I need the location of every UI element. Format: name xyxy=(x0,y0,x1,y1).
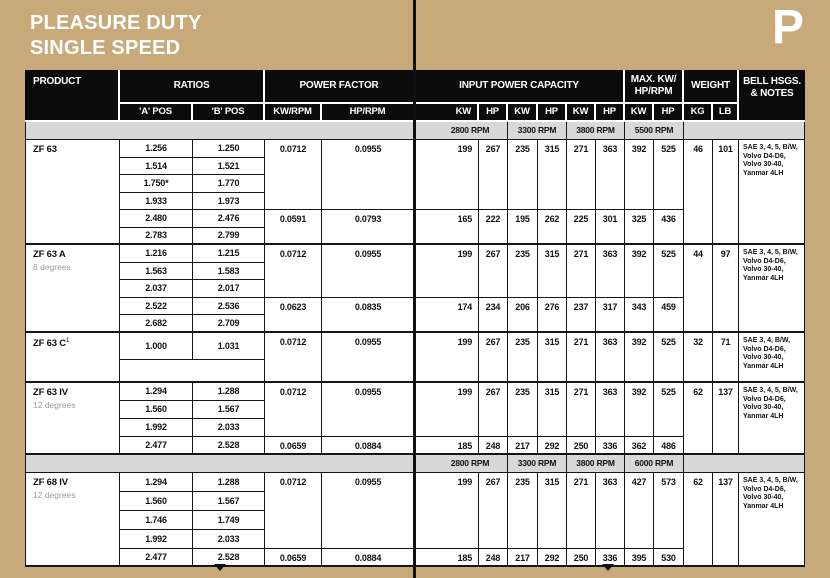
capacity-kw-cell: 225 xyxy=(567,210,596,245)
capacity-kw-cell: 174 xyxy=(415,298,479,333)
capacity-hp-cell: 363 xyxy=(596,333,625,383)
capacity-kw-cell: 250 xyxy=(567,549,596,567)
header-weight: WEIGHT xyxy=(684,70,737,102)
capacity-hp-cell: 292 xyxy=(538,437,567,455)
ratio-b-cell: 2.528 xyxy=(193,437,265,455)
ratio-a-cell: 1.746 xyxy=(120,511,193,530)
max-hp-cell: 573 xyxy=(654,473,684,549)
bell-hsgs-notes-cell xyxy=(739,333,805,383)
ratio-a-cell: 1.750* xyxy=(120,175,193,193)
capacity-kw-cell: 217 xyxy=(508,549,538,567)
capacity-hp-cell: 363 xyxy=(596,473,625,549)
power-factor-hp-cell: 0.0955 xyxy=(322,383,415,437)
ratio-a-cell: 1.256 xyxy=(120,140,193,158)
rpm-band-label: 3800 RPM xyxy=(567,455,625,473)
weight-kg-cell: 62 xyxy=(684,473,713,567)
notes-line: Yanmar 4LH xyxy=(743,169,784,177)
capacity-hp-cell: 267 xyxy=(479,245,508,298)
ratio-b-cell: 1.521 xyxy=(193,158,265,175)
capacity-kw-cell: 199 xyxy=(415,473,479,549)
ratio-a-cell: 2.477 xyxy=(120,549,193,567)
ratio-spacer-cell xyxy=(120,360,265,383)
subheader-hp: HP xyxy=(654,104,682,120)
notes-line: Yanmar 4LH xyxy=(743,502,784,510)
capacity-hp-cell: 317 xyxy=(596,298,625,333)
page-title xyxy=(30,11,202,61)
capacity-hp-cell: 315 xyxy=(538,473,567,549)
subheader-kw: KW xyxy=(415,104,477,120)
product-cell xyxy=(25,140,120,245)
capacity-hp-cell: 336 xyxy=(596,549,625,567)
ratio-b-cell: 2.536 xyxy=(193,298,265,315)
rpm-band-empty-left xyxy=(25,455,415,473)
product-name-text: ZF 63 C xyxy=(33,338,66,350)
capacity-kw-cell: 235 xyxy=(508,245,538,298)
header-bell-hsgs-notes xyxy=(739,70,805,120)
ratio-b-cell: 1.973 xyxy=(193,193,265,210)
down-triangle-marker-icon xyxy=(214,564,226,571)
ratio-b-cell: 1.749 xyxy=(193,511,265,530)
ratio-b-cell: 1.215 xyxy=(193,245,265,263)
product-name-text: ZF 68 IV xyxy=(33,477,68,488)
max-kw-cell: 395 xyxy=(625,549,654,567)
section-letter-badge: P xyxy=(772,1,805,54)
power-factor-hp-cell: 0.0955 xyxy=(322,245,415,298)
rpm-band-label: 5500 RPM xyxy=(625,122,684,140)
ratio-b-cell: 2.528 xyxy=(193,549,265,567)
ratio-a-cell: 1.992 xyxy=(120,419,193,437)
subheader-kw: KW xyxy=(508,104,536,120)
rpm-band-label: 3300 RPM xyxy=(508,455,567,473)
rpm-band-empty-left xyxy=(25,122,415,140)
max-kw-cell: 427 xyxy=(625,473,654,549)
ratio-a-cell: 1.294 xyxy=(120,473,193,492)
power-factor-kw-cell: 0.0659 xyxy=(265,437,322,455)
capacity-hp-cell: 234 xyxy=(479,298,508,333)
weight-kg-cell: 46 xyxy=(684,140,713,245)
header-power-factor: POWER FACTOR xyxy=(265,70,413,102)
capacity-kw-cell: 250 xyxy=(567,437,596,455)
weight-lb-cell: 137 xyxy=(713,473,739,567)
product-name-text: ZF 63 A xyxy=(33,249,66,260)
power-factor-hp-cell: 0.0793 xyxy=(322,210,415,245)
ratio-b-cell: 2.017 xyxy=(193,280,265,298)
capacity-hp-cell: 363 xyxy=(596,245,625,298)
ratio-b-cell: 1.583 xyxy=(193,263,265,280)
power-factor-kw-cell: 0.0712 xyxy=(265,333,322,383)
bell-hsgs-notes-cell xyxy=(739,140,805,245)
weight-lb-cell: 101 xyxy=(713,140,739,245)
bell-hsgs-notes-cell xyxy=(739,383,805,455)
ratio-a-cell: 1.560 xyxy=(120,401,193,419)
max-kw-cell: 362 xyxy=(625,437,654,455)
product-cell xyxy=(25,473,120,567)
capacity-kw-cell: 217 xyxy=(508,437,538,455)
rpm-band-label: 3300 RPM xyxy=(508,122,567,140)
notes-line: Volvo 30-40, xyxy=(743,354,784,362)
subheader-kw: KW xyxy=(625,104,652,120)
ratio-a-cell: 1.992 xyxy=(120,530,193,549)
capacity-hp-cell: 262 xyxy=(538,210,567,245)
power-factor-hp-cell: 0.0955 xyxy=(322,473,415,549)
capacity-kw-cell: 271 xyxy=(567,333,596,383)
rpm-band-label: 6000 RPM xyxy=(625,455,684,473)
capacity-kw-cell: 199 xyxy=(415,245,479,298)
ratio-b-cell: 1.250 xyxy=(193,140,265,158)
product-name xyxy=(33,338,69,349)
capacity-kw-cell: 199 xyxy=(415,140,479,210)
power-factor-hp-cell: 0.0955 xyxy=(322,140,415,210)
weight-kg-cell: 44 xyxy=(684,245,713,333)
capacity-hp-cell: 222 xyxy=(479,210,508,245)
capacity-kw-cell: 237 xyxy=(567,298,596,333)
weight-lb-cell: 137 xyxy=(713,383,739,455)
notes-line: Volvo D4-D6, xyxy=(743,152,786,160)
notes-line: Volvo D4-D6, xyxy=(743,345,786,353)
max-hp-cell: 525 xyxy=(654,383,684,437)
rpm-band-empty-right xyxy=(684,455,805,473)
notes-line: Yanmar 4LH xyxy=(743,274,784,282)
max-kw-cell: 392 xyxy=(625,383,654,437)
capacity-hp-cell: 267 xyxy=(479,140,508,210)
header-input-power-capacity: INPUT POWER CAPACITY xyxy=(415,70,623,102)
subheader-kg: KG xyxy=(684,104,711,120)
power-factor-hp-cell: 0.0884 xyxy=(322,437,415,455)
ratio-a-cell: 1.216 xyxy=(120,245,193,263)
subheader-a-pos: 'A' POS xyxy=(120,104,191,120)
power-factor-kw-cell: 0.0712 xyxy=(265,383,322,437)
capacity-hp-cell: 315 xyxy=(538,333,567,383)
power-factor-hp-cell: 0.0884 xyxy=(322,549,415,567)
capacity-hp-cell: 267 xyxy=(479,333,508,383)
capacity-hp-cell: 248 xyxy=(479,437,508,455)
down-triangle-marker-icon xyxy=(602,564,614,571)
capacity-kw-cell: 271 xyxy=(567,140,596,210)
notes-line: Volvo 30-40, xyxy=(743,494,784,502)
capacity-kw-cell: 271 xyxy=(567,383,596,437)
ratio-b-cell: 2.033 xyxy=(193,419,265,437)
header-bell-line1: BELL HSGS. xyxy=(743,76,801,87)
ratio-a-cell: 2.783 xyxy=(120,228,193,245)
ratio-a-cell: 1.294 xyxy=(120,383,193,401)
header-ratios: RATIOS xyxy=(120,70,263,102)
capacity-kw-cell: 199 xyxy=(415,383,479,437)
capacity-kw-cell: 235 xyxy=(508,140,538,210)
ratio-a-cell: 1.560 xyxy=(120,492,193,511)
product-degrees: 12 degrees xyxy=(33,489,76,500)
notes-line: Volvo D4-D6, xyxy=(743,485,786,493)
weight-kg-cell: 62 xyxy=(684,383,713,455)
max-kw-cell: 325 xyxy=(625,210,654,245)
ratio-a-cell: 2.522 xyxy=(120,298,193,315)
weight-lb-cell: 71 xyxy=(713,333,739,383)
max-hp-cell: 525 xyxy=(654,245,684,298)
product-name xyxy=(33,388,68,398)
max-kw-cell: 392 xyxy=(625,140,654,210)
power-factor-kw-cell: 0.0659 xyxy=(265,549,322,567)
ratio-b-cell: 2.709 xyxy=(193,315,265,333)
power-factor-kw-cell: 0.0591 xyxy=(265,210,322,245)
power-factor-kw-cell: 0.0712 xyxy=(265,245,322,298)
power-factor-kw-cell: 0.0712 xyxy=(265,473,322,549)
ratio-a-cell: 2.682 xyxy=(120,315,193,333)
ratio-a-cell: 2.480 xyxy=(120,210,193,228)
max-hp-cell: 486 xyxy=(654,437,684,455)
capacity-kw-cell: 271 xyxy=(567,245,596,298)
ratio-b-cell: 1.288 xyxy=(193,383,265,401)
header-product: PRODUCT xyxy=(25,70,118,120)
max-hp-cell: 525 xyxy=(654,140,684,210)
capacity-kw-cell: 195 xyxy=(508,210,538,245)
subheader-kw: KW xyxy=(567,104,594,120)
page-title-line1: PLEASURE DUTY xyxy=(30,12,202,34)
notes-line: SAE 3, 4, 5, B/W, xyxy=(743,387,798,394)
product-degrees: 8 degrees xyxy=(33,261,71,272)
bell-hsgs-notes-cell xyxy=(739,473,805,567)
header-max-kw-hp-rpm xyxy=(625,70,682,102)
notes-line: Volvo 30-40, xyxy=(743,404,784,412)
capacity-kw-cell: 235 xyxy=(508,333,538,383)
notes-line: Volvo 30-40, xyxy=(743,266,784,274)
notes-line: Yanmar 4LH xyxy=(743,412,784,420)
product-superscript: 1 xyxy=(65,337,70,344)
max-kw-cell: 343 xyxy=(625,298,654,333)
product-degrees: 12 degrees xyxy=(33,399,76,410)
rpm-band-label: 2800 RPM xyxy=(415,122,508,140)
capacity-hp-cell: 363 xyxy=(596,140,625,210)
max-kw-cell: 392 xyxy=(625,245,654,298)
capacity-kw-cell: 199 xyxy=(415,333,479,383)
ratio-b-cell: 1.288 xyxy=(193,473,265,492)
ratio-b-cell: 1.031 xyxy=(193,333,265,360)
capacity-hp-cell: 267 xyxy=(479,383,508,437)
notes-line: SAE 3, 4, 5, B/W, xyxy=(743,144,798,151)
capacity-hp-cell: 315 xyxy=(538,383,567,437)
ratio-a-cell: 1.563 xyxy=(120,263,193,280)
capacity-hp-cell: 248 xyxy=(479,549,508,567)
product-name-text: ZF 63 IV xyxy=(33,387,68,398)
vertical-divider-line xyxy=(413,0,416,578)
subheader-kw-rpm: KW/RPM xyxy=(265,104,320,120)
weight-kg-cell: 32 xyxy=(684,333,713,383)
max-kw-cell: 392 xyxy=(625,333,654,383)
product-name xyxy=(33,250,66,260)
capacity-kw-cell: 165 xyxy=(415,210,479,245)
max-hp-cell: 459 xyxy=(654,298,684,333)
capacity-hp-cell: 301 xyxy=(596,210,625,245)
capacity-hp-cell: 315 xyxy=(538,245,567,298)
notes-line: SAE 3, 4, 5, B/W, xyxy=(743,249,798,256)
capacity-kw-cell: 235 xyxy=(508,383,538,437)
ratio-b-cell: 2.033 xyxy=(193,530,265,549)
header-max-line2: HP/RPM xyxy=(634,86,673,97)
capacity-hp-cell: 292 xyxy=(538,549,567,567)
capacity-kw-cell: 206 xyxy=(508,298,538,333)
notes-line: SAE 3, 4, B/W, xyxy=(743,337,791,344)
capacity-kw-cell: 235 xyxy=(508,473,538,549)
ratio-a-cell: 2.477 xyxy=(120,437,193,455)
product-name-text: ZF 63 xyxy=(33,144,57,155)
max-hp-cell: 525 xyxy=(654,333,684,383)
notes-line: Volvo D4-D6, xyxy=(743,257,786,265)
capacity-hp-cell: 276 xyxy=(538,298,567,333)
rpm-band-label: 2800 RPM xyxy=(415,455,508,473)
ratio-a-cell: 2.037 xyxy=(120,280,193,298)
product-cell xyxy=(25,245,120,333)
capacity-kw-cell: 185 xyxy=(415,549,479,567)
notes-line: Volvo 30-40, xyxy=(743,161,784,169)
header-max-line1: MAX. KW/ xyxy=(630,74,677,85)
subheader-hp-rpm: HP/RPM xyxy=(322,104,413,120)
power-factor-kw-cell: 0.0623 xyxy=(265,298,322,333)
subheader-hp: HP xyxy=(479,104,506,120)
product-cell xyxy=(25,383,120,455)
power-factor-hp-cell: 0.0955 xyxy=(322,333,415,383)
ratio-a-cell: 1.514 xyxy=(120,158,193,175)
notes-line: Yanmar 4LH xyxy=(743,362,784,370)
capacity-hp-cell: 267 xyxy=(479,473,508,549)
capacity-hp-cell: 336 xyxy=(596,437,625,455)
ratio-a-cell: 1.933 xyxy=(120,193,193,210)
power-factor-kw-cell: 0.0712 xyxy=(265,140,322,210)
header-bell-line2: & NOTES xyxy=(750,88,794,99)
capacity-hp-cell: 315 xyxy=(538,140,567,210)
subheader-hp: HP xyxy=(538,104,565,120)
ratio-b-cell: 1.567 xyxy=(193,401,265,419)
product-cell xyxy=(25,333,120,383)
rpm-band-label: 3800 RPM xyxy=(567,122,625,140)
subheader-hp: HP xyxy=(596,104,623,120)
page-title-line2: SINGLE SPEED xyxy=(30,37,181,59)
subheader-lb: LB xyxy=(713,104,737,120)
max-hp-cell: 530 xyxy=(654,549,684,567)
product-name xyxy=(33,478,68,488)
rpm-band-empty-right xyxy=(684,122,805,140)
ratio-b-cell: 1.770 xyxy=(193,175,265,193)
product-name xyxy=(33,145,57,155)
ratio-b-cell: 2.799 xyxy=(193,228,265,245)
power-factor-hp-cell: 0.0835 xyxy=(322,298,415,333)
capacity-hp-cell: 363 xyxy=(596,383,625,437)
max-hp-cell: 436 xyxy=(654,210,684,245)
ratio-b-cell: 1.567 xyxy=(193,492,265,511)
subheader-b-pos: 'B' POS xyxy=(193,104,263,120)
ratio-b-cell: 2.476 xyxy=(193,210,265,228)
ratio-a-cell: 1.000 xyxy=(120,333,193,360)
notes-line: SAE 3, 4, 5, B/W, xyxy=(743,477,798,484)
weight-lb-cell: 97 xyxy=(713,245,739,333)
notes-line: Volvo D4-D6, xyxy=(743,395,786,403)
capacity-kw-cell: 185 xyxy=(415,437,479,455)
capacity-kw-cell: 271 xyxy=(567,473,596,549)
bell-hsgs-notes-cell xyxy=(739,245,805,333)
